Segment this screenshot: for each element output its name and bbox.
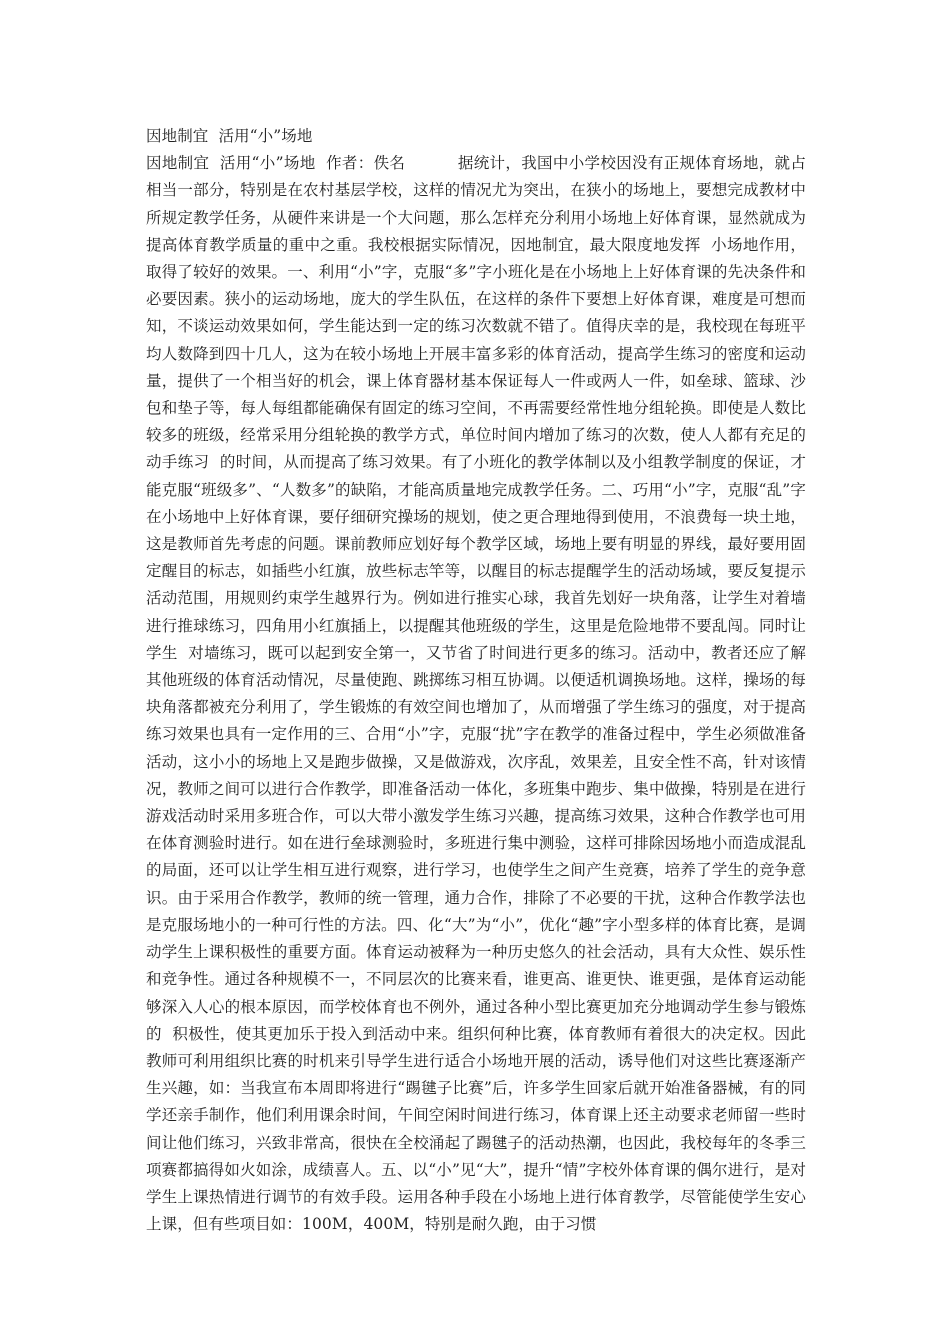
document-page bbox=[146, 123, 806, 1238]
document-title: 因地制宜 活用“小”场地 bbox=[146, 127, 313, 145]
document-body: 因地制宜 活用“小”场地 作者：佚名 据统计，我国中小学校因没有正规体育场地，就占相当一部分，特别是在农村基层学校，这样的情况尤为突出，在狭小的场地上，要想完成教材中所规定教学任务，从硬件来讲是一个大问题，那么怎样充分利用小场地上好体育课，显然就成为提高体育教学质量的重中之重。我校根据实际情况，因地制宜，最大限度地发挥 小场地作用，取得了较好的效果。一、利用“小”字，克服“多”字小班化是在小场地上上好体育课的先决条件和必要因素。狭小的运动场地，庞大的学生队伍，在这样的条件下要想上好体育课，难度是可想而知，不谈运动效果如何，学生能达到一定的练习次数就不错了。值得庆幸的是，我校现在每班平均人数降到四十几人，这为在较小场地上开展丰富多彩的体育活动，提高学生练习的密度和运动量，提供了一个相当好的机会，课上体育器材基本保证每人一件或两人一件，如垒球、篮球、沙包和垫子等，每人每组都能确保有固定的练习空间，不再需要经常性地分组轮换。即使是人数比较多的班级，经常采用分组轮换的教学方式，单位时间内增加了练习的次数，使人人都有充足的动手练习 的时间，从而提高了练习效果。有了小班化的教学体制以及小组教学制度的保证，才能克服“班级多”、“人数多”的缺陷，才能高质量地完成教学任务。二、巧用“小”字，克服“乱”字在小场地中上好体育课，要仔细研究操场的规划，使之更合理地得到使用，不浪费每一块土地，这是教师首先考虑的问题。课前教师应划好每个教学区域，场地上要有明显的界线，最好要用固定醒目的标志，如插些小红旗，放些标志竿等，以醒目的标志提醒学生的活动场域，要反复提示活动范围，用规则约束学生越界行为。例如进行推实心球，我首先划好一块角落，让学生对着墙进行推球练习，四角用小红旗插上，以提醒其他班级的学生，这里是危险地带不要乱闯。同时让学生 对墙练习，既可以起到安全第一，又节省了时间进行更多的练习。活动中，教者还应了解其他班级的体育活动情况，尽量使跑、跳掷练习相互协调。以便适机调换场地。这样，操场的每块角落都被充分利用了，学生锻炼的有效空间也增加了，从而增强了学生练习的强度，对于提高练习效果也具有一定作用的三、合用“小”字，克服“扰”字在教学的准备过程中，学生必须做准备活动，这小小的场地上又是跑步做操，又是做游戏，次序乱，效果差，且安全性不高，针对该情况，教师之间可以进行合作教学，即准备活动一体化，多班集中跑步、集中做操，特别是在进行游戏活动时采用多班合作，可以大带小激发学生练习兴趣，提高练习效果，这种合作教学也可用在体育测验时进行。如在进行垒球测验时，多班进行集中测验，这样可排除因场地小而造成混乱的局面，还可以让学生相互进行观察，进行学习，也使学生之间产生竞赛，培养了学生的竞争意识。由于采用合作教学，教师的统一管理，通力合作，排除了不必要的干扰，这种合作教学法也是克服场地小的一种可行性的方法。四、化“大”为“小”，优化“趣”字小型多样的体育比赛，是调动学生上课积极性的重要方面。体育运动被释为一种历史悠久的社会活动，具有大众性、娱乐性和竞争性。通过各种规模不一，不同层次的比赛来看，谁更高、谁更快、谁更强，是体育运动能够深入人心的根本原因，而学校体育也不例外，通过各种小型比赛更加充分地调动学生参与锻炼的 积极性，使其更加乐于投入到活动中来。组织何种比赛，体育教师有着很大的决定权。因此教师可利用组织比赛的时机来引导学生进行适合小场地开展的活动，诱导他们对这些比赛逐渐产生兴趣，如：当我宣布本周即将进行“踢毽子比赛”后，许多学生回家后就开始准备器械，有的同学还亲手制作，他们利用课余时间，午间空闲时间进行练习，体育课上还主动要求老师留一些时间让他们练习，兴致非常高，很快在全校涌起了踢毽子的活动热潮，也因此，我校每年的冬季三项赛都搞得如火如涂，成绩喜人。五、以“小”见“大”，提升“情”字校外体育课的偶尔进行，是对学生上课热情进行调节的有效手段。运用各种手段在小场地上进行体育教学，尽管能使学生安心上课，但有些项目如：100M，400M，特别是耐久跑，由于习惯 bbox=[146, 154, 806, 1234]
